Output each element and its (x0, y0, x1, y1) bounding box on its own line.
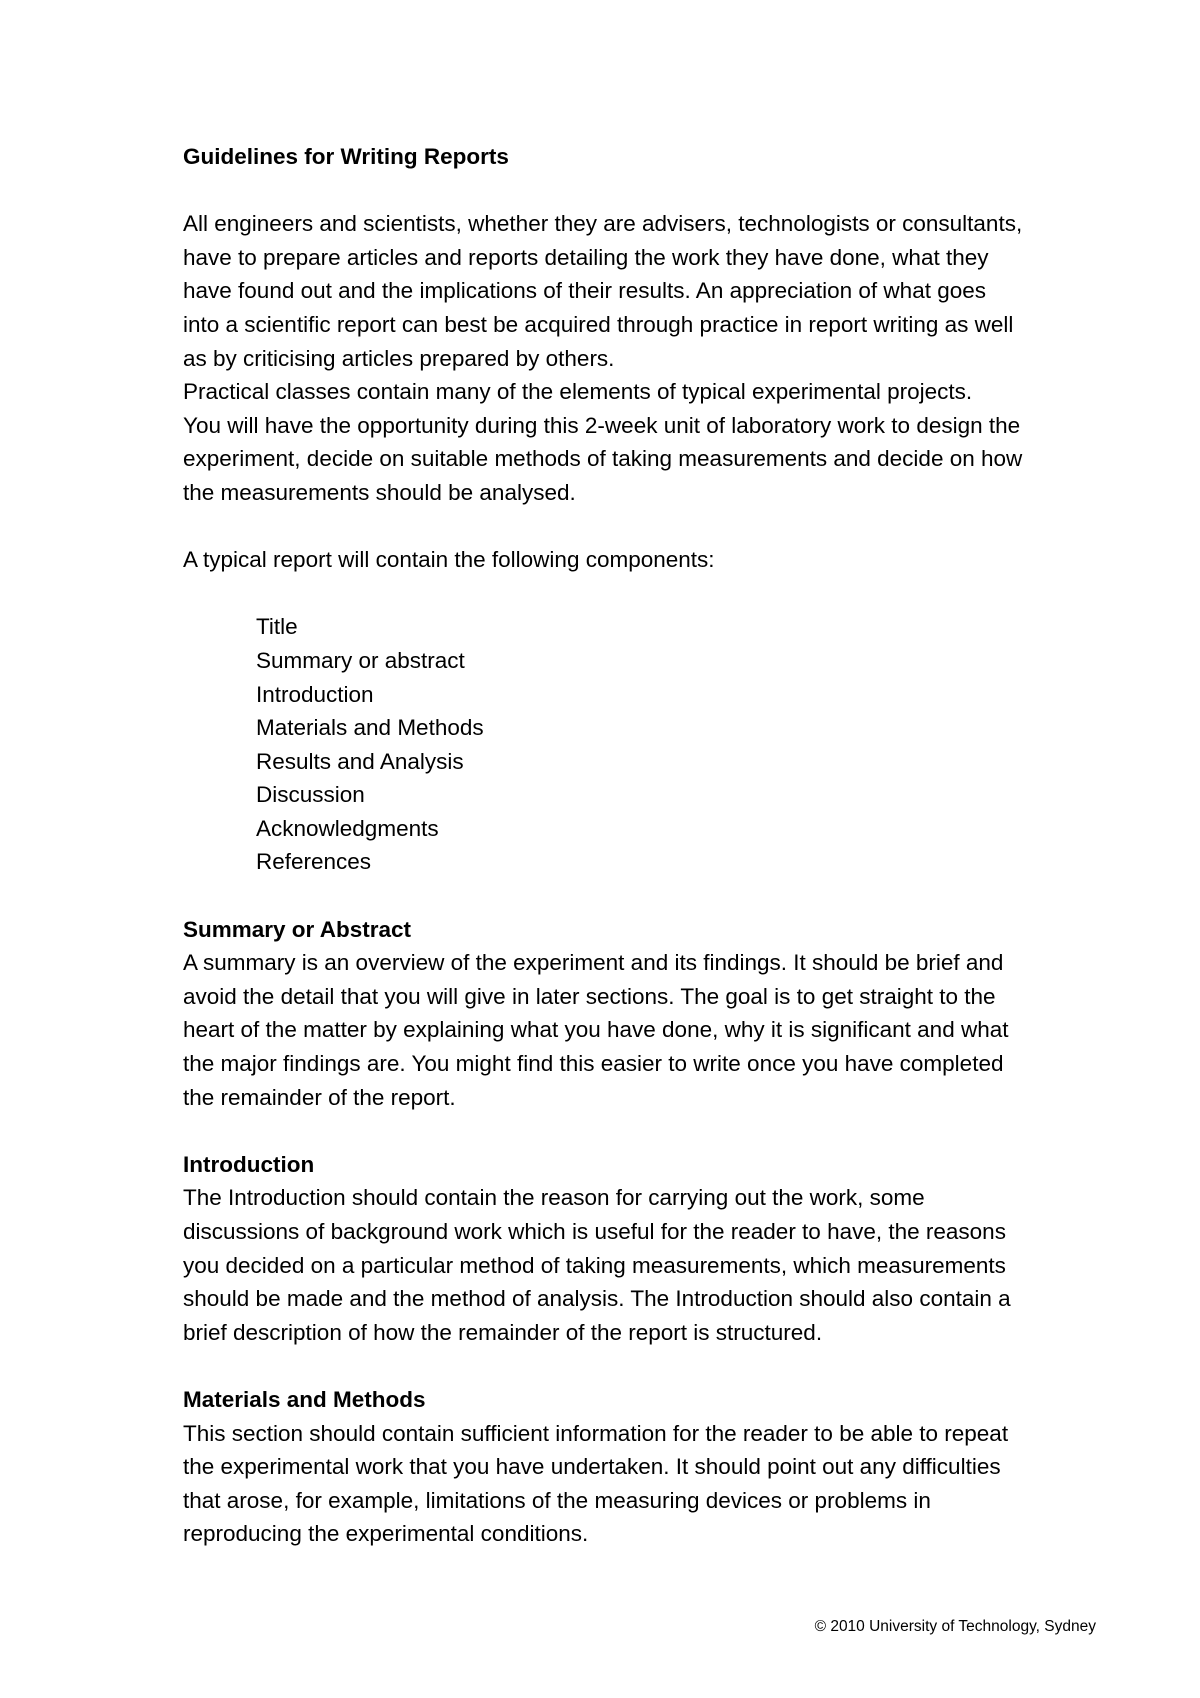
section-introduction (183, 1148, 1113, 1350)
intro-line: the measurements should be analysed. (183, 479, 576, 505)
intro-line: experiment, decide on suitable methods of taking measurements and decide on how (183, 446, 1023, 472)
components-intro: A typical report will contain the following components: (183, 547, 715, 573)
list-item: Summary or abstract (256, 647, 465, 673)
spacer (183, 1349, 1113, 1383)
intro-paragraph (183, 207, 1113, 509)
intro-line: You will have the opportunity during this 2-week unit of laboratory work to design the (183, 412, 1021, 438)
section-line: discussions of background work which is useful for the reader to have, the reasons (183, 1219, 1006, 1244)
list-item: Materials and Methods (256, 715, 484, 741)
list-item: References (256, 849, 372, 875)
spacer (183, 174, 1113, 208)
section-summary (183, 913, 1113, 1115)
list-item: Title (256, 614, 298, 640)
spacer (183, 1114, 1113, 1148)
section-heading: Materials and Methods (183, 1386, 426, 1412)
intro-line: All engineers and scientists, whether they are advisers, technologists or consultants, (183, 211, 1023, 237)
section-line: should be made and the method of analysis. The Introduction should also contain a (183, 1286, 1011, 1312)
list-item: Acknowledgments (256, 815, 439, 841)
components-list (183, 610, 1113, 879)
list-item: Discussion (256, 782, 365, 808)
spacer (183, 510, 1113, 544)
intro-line: as by criticising articles prepared by others. (183, 345, 615, 371)
section-line: brief description of how the remainder of the report is structured. (183, 1319, 823, 1345)
intro-line: Practical classes contain many of the elements of typical experimental projects. (183, 379, 973, 405)
spacer (183, 577, 1113, 611)
section-line: reproducing the experimental conditions. (183, 1521, 589, 1547)
document-title: Guidelines for Writing Reports (183, 144, 509, 169)
section-line: the experimental work that you have undertaken. It should point out any difficulties (183, 1454, 1001, 1480)
intro-line: into a scientific report can best be acquired through practice in report writing as well (183, 311, 1014, 337)
section-line: This section should contain sufficient information for the reader to be able to repeat (183, 1420, 1009, 1446)
section-line: The Introduction should contain the reason for carrying out the work, some (183, 1185, 925, 1211)
section-heading: Summary or Abstract (183, 916, 411, 942)
section-line: the remainder of the report. (183, 1084, 456, 1110)
intro-line: have to prepare articles and reports detailing the work they have done, what they (183, 244, 989, 270)
section-line: heart of the matter by explaining what you have done, why it is significant and what (183, 1017, 1009, 1043)
section-line: avoid the detail that you will give in later sections. The goal is to get straight to the (183, 983, 996, 1009)
list-item: Introduction (256, 681, 374, 707)
section-line: that arose, for example, limitations of the measuring devices or problems in (183, 1487, 931, 1513)
intro-line: have found out and the implications of their results. An appreciation of what goes (183, 278, 987, 304)
spacer (183, 879, 1113, 913)
section-line: A summary is an overview of the experiment and its findings. It should be brief and (183, 950, 1004, 976)
section-materials-methods (183, 1383, 1113, 1551)
list-item: Results and Analysis (256, 748, 464, 774)
section-line: the major findings are. You might find this easier to write once you have completed (183, 1051, 1004, 1077)
section-line: you decided on a particular method of taking measurements, which measurements (183, 1252, 1006, 1278)
copyright-footer: © 2010 University of Technology, Sydney (814, 1618, 1096, 1635)
section-heading: Introduction (183, 1151, 315, 1177)
document-page (183, 140, 1113, 1551)
